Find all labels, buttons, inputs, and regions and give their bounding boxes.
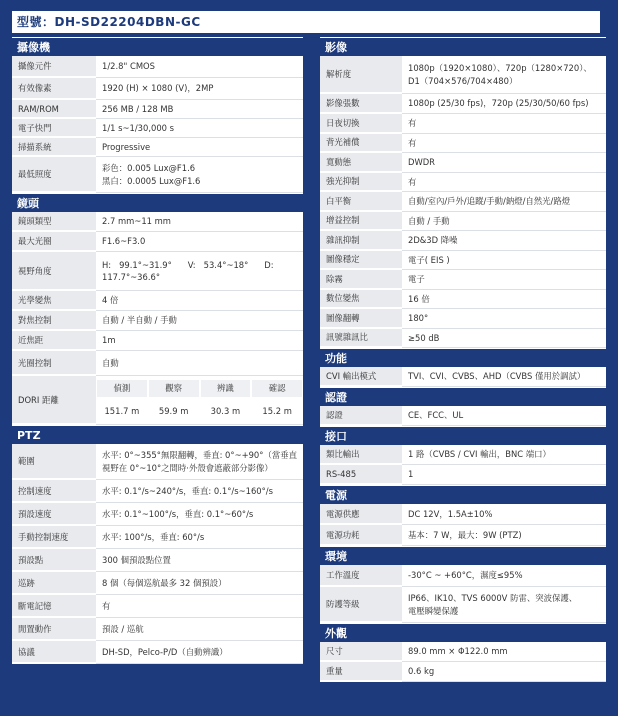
spec-label: 重量 (320, 662, 402, 682)
spec-row (320, 134, 606, 154)
spec-row (12, 232, 303, 252)
spec-label: 掃描系統 (12, 138, 96, 157)
dori-header-row (96, 379, 303, 399)
spec-label: 寬動態 (320, 153, 402, 173)
spec-value: 自動/室內/戶外/追蹤/手動/鈉燈/自然光/路燈 (402, 192, 606, 212)
spec-label: 閒置動作 (12, 618, 96, 641)
spec-label: 影像張數 (320, 94, 402, 114)
spec-row (320, 270, 606, 290)
spec-row (320, 587, 606, 623)
spec-label: 預設速度 (12, 503, 96, 526)
spec-value: TVI、CVI、CVBS、AHD（CVBS 僅用於調試） (402, 367, 606, 387)
spec-value (402, 587, 606, 623)
spec-label: 光圈控制 (12, 351, 96, 376)
spec-value: 89.0 mm × Φ122.0 mm (402, 642, 606, 662)
protection-line-2: 電壓瞬變保護 (408, 605, 459, 616)
section-header-environment: 環境 (320, 546, 606, 565)
spec-label: 預設點 (12, 549, 96, 572)
spec-row (320, 290, 606, 310)
resolution-line-2: D1（704×576/704×480） (408, 75, 518, 86)
spec-row (12, 595, 303, 618)
spec-label: 控制速度 (12, 480, 96, 503)
spec-label: 有效像素 (12, 78, 96, 100)
spec-label: 認證 (320, 406, 402, 426)
spec-value: 有 (402, 134, 606, 154)
spec-label: 增益控制 (320, 212, 402, 232)
spec-value: -30°C ~ +60°C，濕度≤95% (402, 565, 606, 587)
dori-value-cell: 30.3 m (210, 406, 241, 417)
fov-line-2: 117.7°~36.6° (102, 272, 161, 282)
spec-row (12, 480, 303, 503)
spec-row (12, 311, 303, 331)
spec-value: 水平: 0°~355°無限翻轉，垂直: 0°~+90°（當垂直視野在 0°~10°之間時·外殼會遮蔽部分影像） (96, 444, 303, 480)
section-header-power: 電源 (320, 485, 606, 504)
dori-table (96, 376, 303, 425)
spec-value: 1080p (25/30 fps)，720p (25/30/50/60 fps) (402, 94, 606, 114)
section-header-video: 影像 (320, 37, 606, 56)
spec-row (320, 504, 606, 525)
spec-label: CVI 輸出模式 (320, 367, 402, 387)
left-spec-column (12, 37, 303, 664)
spec-value: 水平: 0.1°/s~240°/s，垂直: 0.1°/s~160°/s (96, 480, 303, 503)
spec-label: 背光補償 (320, 134, 402, 154)
section-header-function: 功能 (320, 348, 606, 367)
spec-value: 水平: 100°/s，垂直: 60°/s (96, 526, 303, 549)
spec-label: 鏡頭類型 (12, 212, 96, 232)
spec-row (12, 641, 303, 664)
spec-value (96, 252, 303, 291)
spec-row (12, 138, 303, 157)
spec-row (320, 114, 606, 134)
spec-label: 工作溫度 (320, 565, 402, 587)
spec-label: 尺寸 (320, 642, 402, 662)
spec-label: 手動控制速度 (12, 526, 96, 549)
spec-value: F1.6~F3.0 (96, 232, 303, 252)
spec-row (320, 406, 606, 426)
right-spec-column (320, 37, 606, 682)
spec-label: 攝像元件 (12, 56, 96, 78)
spec-row (320, 56, 606, 94)
spec-label: 光學變焦 (12, 291, 96, 311)
spec-value (402, 56, 606, 94)
spec-value: 電子( EIS ) (402, 251, 606, 271)
fov-line-1: H: 99.1°~31.9° V: 53.4°~18° D: (102, 259, 274, 270)
page-title: 型號：DH-SD22204DBN-GC (12, 11, 600, 33)
spec-row (320, 525, 606, 546)
spec-value: 預設 / 巡航 (96, 618, 303, 641)
spec-value: ≥50 dB (402, 329, 606, 349)
spec-value: 自動 / 半自動 / 手動 (96, 311, 303, 331)
spec-row (320, 465, 606, 485)
spec-row (320, 367, 606, 387)
spec-label: 解析度 (320, 56, 402, 94)
spec-label: 範圍 (12, 444, 96, 480)
spec-row (320, 445, 606, 465)
spec-label: 防護等級 (320, 587, 402, 623)
spec-label: 訊號雜訊比 (320, 329, 402, 349)
spec-row (320, 309, 606, 329)
spec-row (12, 212, 303, 232)
spec-value: 水平: 0.1°~100°/s，垂直: 0.1°~60°/s (96, 503, 303, 526)
spec-row (12, 618, 303, 641)
spec-value: 1/2.8" CMOS (96, 56, 303, 78)
spec-row (320, 153, 606, 173)
dori-head-cell: 觀察 (149, 380, 199, 397)
spec-value: 180° (402, 309, 606, 329)
spec-row (320, 231, 606, 251)
spec-label: 協議 (12, 641, 96, 664)
spec-row (12, 252, 303, 291)
resolution-line-1: 1080p（1920×1080）、720p（1280×720）、 (408, 63, 592, 74)
section-header-port: 接口 (320, 426, 606, 445)
spec-label: 電源功耗 (320, 525, 402, 546)
spec-label: DORI 距離 (12, 376, 96, 425)
spec-row (12, 100, 303, 119)
protection-line-1: IP66、IK10、TVS 6000V 防雷、突波保護、 (408, 593, 578, 604)
spec-label: 圖像穩定 (320, 251, 402, 271)
spec-value: 有 (96, 595, 303, 618)
spec-value: 16 倍 (402, 290, 606, 310)
dori-value-cell: 15.2 m (262, 406, 292, 417)
spec-row (12, 549, 303, 572)
spec-value: DWDR (402, 153, 606, 173)
spec-label: 近焦距 (12, 331, 96, 351)
spec-label: 除霧 (320, 270, 402, 290)
spec-row (320, 173, 606, 193)
spec-value: 1 (402, 465, 606, 485)
spec-value: 自動 / 手動 (402, 212, 606, 232)
spec-label: 數位變焦 (320, 290, 402, 310)
section-header-lens: 鏡頭 (12, 193, 303, 212)
spec-row (12, 376, 303, 425)
spec-value: 2.7 mm~11 mm (96, 212, 303, 232)
spec-row (320, 662, 606, 682)
spec-value: CE、FCC、UL (402, 406, 606, 426)
dori-value-cell: 59.9 m (158, 406, 189, 417)
spec-row (12, 331, 303, 351)
section-header-certification: 認證 (320, 387, 606, 406)
spec-value: 1920 (H) × 1080 (V)，2MP (96, 78, 303, 100)
spec-value: 256 MB / 128 MB (96, 100, 303, 119)
spec-row (12, 572, 303, 595)
spec-label: 電源供應 (320, 504, 402, 525)
spec-row (12, 444, 303, 480)
spec-label: 類比輸出 (320, 445, 402, 465)
spec-label: 視野角度 (12, 252, 96, 291)
spec-value: 基本：7 W，最大：9W (PTZ) (402, 525, 606, 546)
spec-label: 圖像翻轉 (320, 309, 402, 329)
dori-head-cell: 確認 (252, 380, 302, 397)
dori-head-cell: 辨識 (201, 380, 251, 397)
spec-row (12, 526, 303, 549)
spec-row (320, 212, 606, 232)
spec-row (320, 642, 606, 662)
spec-value (96, 157, 303, 193)
spec-value: Progressive (96, 138, 303, 157)
spec-label: 最低照度 (12, 157, 96, 193)
spec-value: 電子 (402, 270, 606, 290)
spec-value: 2D&3D 降噪 (402, 231, 606, 251)
spec-value: 自動 (96, 351, 303, 376)
spec-value: 1 路（CVBS / CVI 輸出，BNC 端口） (402, 445, 606, 465)
spec-value: 1m (96, 331, 303, 351)
spec-row (320, 192, 606, 212)
spec-row (320, 565, 606, 587)
spec-row (12, 351, 303, 376)
spec-row (320, 329, 606, 349)
section-header-ptz: PTZ (12, 425, 303, 444)
spec-row (320, 251, 606, 271)
spec-row (12, 503, 303, 526)
spec-row (12, 157, 303, 193)
spec-row (320, 94, 606, 114)
spec-value: DH-SD，Pelco-P/D（自動辨識） (96, 641, 303, 664)
spec-label: 白平衡 (320, 192, 402, 212)
spec-label: 最大光圈 (12, 232, 96, 252)
spec-label: 對焦控制 (12, 311, 96, 331)
spec-value: 有 (402, 114, 606, 134)
spec-value: 4 倍 (96, 291, 303, 311)
spec-value: 有 (402, 173, 606, 193)
spec-label: RAM/ROM (12, 100, 96, 119)
spec-row (12, 56, 303, 78)
dori-value-row (96, 402, 303, 422)
dori-head-cell: 偵測 (97, 380, 147, 397)
spec-label: 電子快門 (12, 119, 96, 138)
min-illumination-color: 彩色：0.005 Lux@F1.6 (102, 163, 196, 174)
spec-row (12, 291, 303, 311)
spec-row (12, 78, 303, 100)
spec-row (12, 119, 303, 138)
spec-value: DC 12V，1.5A±10% (402, 504, 606, 525)
min-illumination-bw: 黑白：0.0005 Lux@F1.6 (102, 175, 201, 186)
spec-label: 斷電記憶 (12, 595, 96, 618)
spec-label: 強光抑制 (320, 173, 402, 193)
spec-value: 1/1 s~1/30,000 s (96, 119, 303, 138)
spec-label: 雜訊抑制 (320, 231, 402, 251)
spec-label: 日夜切換 (320, 114, 402, 134)
spec-label: RS-485 (320, 465, 402, 485)
spec-value: 8 個（每個巡航最多 32 個預設） (96, 572, 303, 595)
spec-value: 0.6 kg (402, 662, 606, 682)
dori-value-cell: 151.7 m (104, 406, 140, 417)
section-header-camera: 攝像機 (12, 37, 303, 56)
section-header-appearance: 外觀 (320, 623, 606, 642)
spec-value: 300 個預設點位置 (96, 549, 303, 572)
spec-label: 巡跡 (12, 572, 96, 595)
